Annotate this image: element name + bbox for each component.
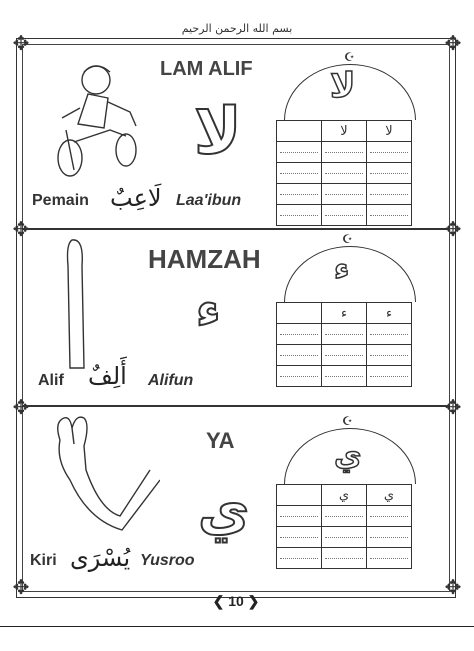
big-letter-outline: ء bbox=[196, 282, 221, 338]
trace-cell[interactable] bbox=[277, 184, 322, 205]
dome-letter: ي bbox=[334, 438, 362, 473]
word-latin: Pemain bbox=[32, 192, 89, 209]
trace-cell[interactable]: ي bbox=[322, 485, 367, 506]
trace-cell[interactable]: ء bbox=[367, 303, 412, 324]
letter-title: YA bbox=[206, 428, 235, 453]
trace-cell[interactable] bbox=[277, 324, 322, 345]
letter-title: LAM ALIF bbox=[160, 58, 253, 80]
trace-cell[interactable]: لا bbox=[367, 121, 412, 142]
trace-cell[interactable] bbox=[322, 205, 367, 226]
trace-cell[interactable] bbox=[322, 527, 367, 548]
big-letter-outline: لا bbox=[194, 95, 242, 169]
section-divider bbox=[22, 405, 450, 407]
corner-ornament-icon: ✥ bbox=[444, 217, 462, 241]
corner-ornament-icon: ✥ bbox=[12, 217, 30, 241]
trace-cell[interactable] bbox=[277, 485, 322, 506]
word-transliteration: Laa'ibun bbox=[176, 192, 242, 209]
trace-cell[interactable]: ء bbox=[322, 303, 367, 324]
trace-cell[interactable] bbox=[367, 184, 412, 205]
word-arabic: أَلِفٌ bbox=[88, 362, 127, 390]
trace-cell[interactable] bbox=[277, 366, 322, 387]
word-transliteration: Yusroo bbox=[140, 552, 195, 569]
corner-ornament-icon: ✥ bbox=[12, 395, 30, 419]
trace-cell[interactable] bbox=[367, 366, 412, 387]
trace-cell[interactable] bbox=[367, 527, 412, 548]
trace-cell[interactable] bbox=[367, 324, 412, 345]
page-number-label: 10 bbox=[228, 593, 244, 609]
trace-cell[interactable] bbox=[322, 163, 367, 184]
left-bracket-ornament-icon: ❮ bbox=[212, 593, 225, 609]
tracing-grid bbox=[276, 302, 412, 387]
corner-ornament-icon: ✥ bbox=[12, 575, 30, 599]
trace-cell[interactable] bbox=[322, 184, 367, 205]
section-divider bbox=[22, 228, 450, 230]
trace-cell[interactable] bbox=[322, 345, 367, 366]
word-arabic: يُسْرَى bbox=[70, 544, 131, 572]
trace-cell[interactable] bbox=[277, 205, 322, 226]
trace-cell[interactable] bbox=[322, 548, 367, 569]
dome-letter: ء bbox=[334, 252, 350, 287]
word-latin: Alif bbox=[38, 372, 64, 389]
word-arabic: لَاعِبٌ bbox=[110, 184, 162, 212]
crescent-star-icon: ☪ bbox=[342, 232, 353, 246]
crescent-star-icon: ☪ bbox=[342, 414, 353, 428]
page-number bbox=[206, 593, 266, 613]
crescent-star-icon: ☪ bbox=[344, 50, 355, 64]
trace-cell[interactable] bbox=[277, 121, 322, 142]
trace-cell[interactable] bbox=[322, 506, 367, 527]
trace-cell[interactable] bbox=[367, 548, 412, 569]
trace-cell[interactable] bbox=[367, 345, 412, 366]
corner-ornament-icon: ✥ bbox=[444, 31, 462, 55]
trace-cell[interactable] bbox=[277, 303, 322, 324]
trace-cell[interactable] bbox=[322, 324, 367, 345]
motorcycle-rider-illustration bbox=[50, 58, 146, 182]
alif-letter-shape bbox=[62, 236, 92, 372]
trace-cell[interactable] bbox=[367, 163, 412, 184]
word-transliteration: Alifun bbox=[148, 372, 194, 389]
tracing-grid bbox=[276, 484, 412, 569]
corner-ornament-icon: ✥ bbox=[444, 575, 462, 599]
trace-cell[interactable] bbox=[322, 142, 367, 163]
letter-title: HAMZAH bbox=[148, 244, 261, 274]
trace-cell[interactable] bbox=[367, 205, 412, 226]
trace-cell[interactable] bbox=[367, 142, 412, 163]
trace-cell[interactable] bbox=[322, 366, 367, 387]
page-bottom-line bbox=[0, 626, 474, 627]
right-bracket-ornament-icon: ❯ bbox=[247, 593, 260, 609]
trace-cell[interactable]: لا bbox=[322, 121, 367, 142]
big-letter-outline: ي bbox=[198, 478, 250, 543]
trace-cell[interactable] bbox=[277, 527, 322, 548]
word-latin: Kiri bbox=[30, 552, 57, 569]
corner-ornament-icon: ✥ bbox=[444, 395, 462, 419]
trace-cell[interactable] bbox=[367, 506, 412, 527]
dome-letter: لا bbox=[330, 66, 356, 106]
arm-hand-illustration bbox=[40, 410, 160, 534]
tracing-grid bbox=[276, 120, 412, 226]
header-calligraphy: بسم الله الرحمن الرحيم bbox=[181, 22, 293, 35]
trace-cell[interactable] bbox=[277, 548, 322, 569]
trace-cell[interactable] bbox=[277, 163, 322, 184]
trace-cell[interactable] bbox=[277, 142, 322, 163]
trace-cell[interactable] bbox=[277, 345, 322, 366]
trace-cell[interactable]: ي bbox=[367, 485, 412, 506]
trace-cell[interactable] bbox=[277, 506, 322, 527]
corner-ornament-icon: ✥ bbox=[12, 31, 30, 55]
